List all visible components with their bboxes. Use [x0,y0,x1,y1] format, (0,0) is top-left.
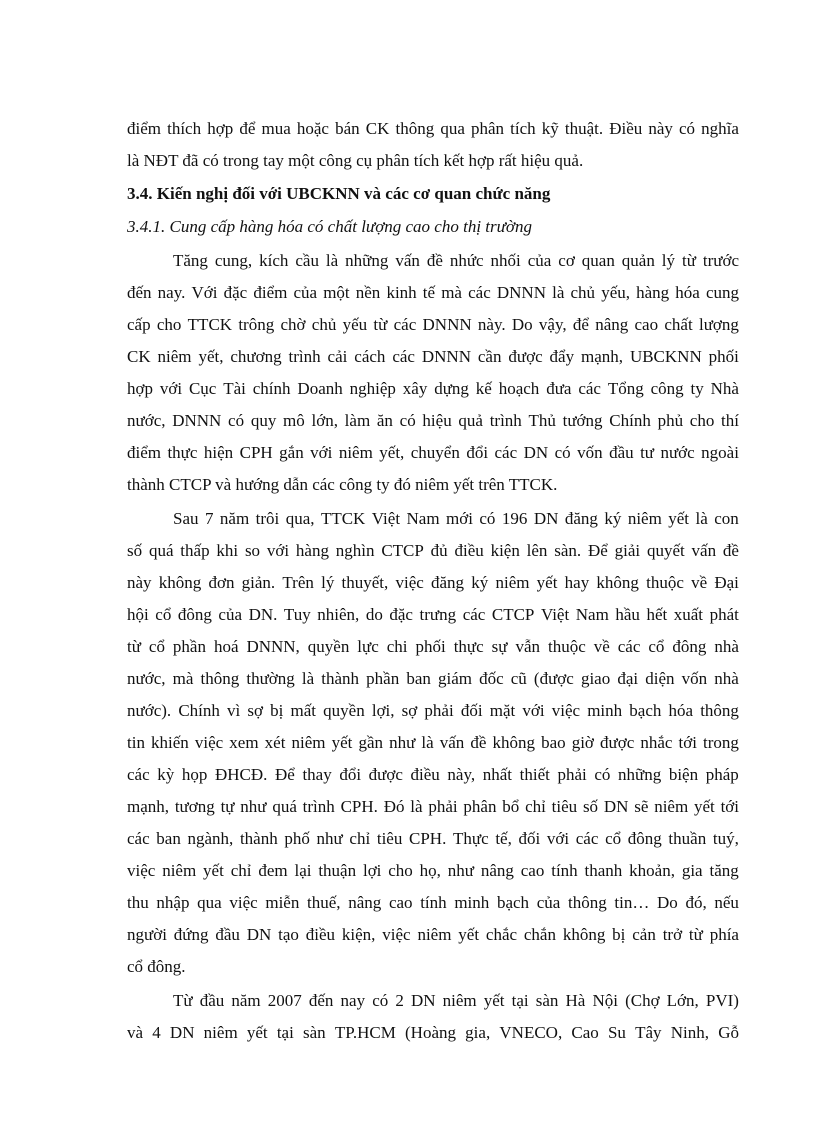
paragraph-3-line: và 4 DN niêm yết tại sàn TP.HCM (Hoàng gia, VNECO, Cao Su Tây Ninh, Gỗ [127,1023,739,1042]
paragraph-1-line: Tăng cung, kích cầu là những vấn đề nhức nhối của cơ quan quản lý từ trước [173,251,739,270]
body-line: là NĐT đã có trong tay một công cụ phân tích kết hợp rất hiệu quả. [127,151,584,170]
paragraph-2-line: các kỳ họp ĐHCĐ. Để thay đổi được điều này, nhất thiết phải có những biện pháp [127,765,739,784]
paragraph-2-line: Sau 7 năm trôi qua, TTCK Việt Nam mới có 196 DN đăng ký niêm yết là con [173,509,739,528]
paragraph-2-line: nước). Chính vì sợ bị mất quyền lợi, sợ phải đối mặt với việc minh bạch hóa thông [127,701,739,720]
paragraph-1-line: hợp với Cục Tài chính Doanh nghiệp xây dựng kế hoạch đưa các Tổng công ty Nhà [127,379,739,398]
section-heading: 3.4. Kiến nghị đối với UBCKNN và các cơ quan chức năng [127,184,551,203]
paragraph-1-line: cấp cho TTCK trông chờ chủ yếu từ các DNNN này. Do vậy, để nâng cao chất lượng [127,315,739,334]
paragraph-2-line: từ cổ phần hoá DNNN, quyền lực chi phối thực sự vẫn thuộc về các cổ đông nhà [127,637,739,656]
paragraph-1-line: điểm thực hiện CPH gắn với niêm yết, chuyển đổi các DN có vốn đầu tư nước ngoài [127,443,739,462]
paragraph-3-line: Từ đầu năm 2007 đến nay có 2 DN niêm yết tại sàn Hà Nội (Chợ Lớn, PVI) [173,991,739,1010]
body-line: điểm thích hợp để mua hoặc bán CK thông qua phân tích kỹ thuật. Điều này có nghĩa [127,119,739,138]
paragraph-2-line: mạnh, tương tự như quá trình CPH. Đó là phải phân bổ chỉ tiêu số DN sẽ niêm yết tới [127,797,739,816]
paragraph-1-line: đến nay. Với đặc điểm của một nền kinh tế mà các DNNN là chủ yếu, hàng hóa cung [127,283,739,302]
paragraph-2-line: tin khiến việc xem xét niêm yết gần như là vấn đề không bao giờ được nhắc tới trong [127,733,739,752]
paragraph-1-line: thành CTCP và hướng dẫn các công ty đó niêm yết trên TTCK. [127,475,558,494]
paragraph-2-line: nước, mà thông thường là thành phần ban giám đốc cũ (được giao đại diện vốn nhà [127,669,739,688]
paragraph-1-line: CK niêm yết, chương trình cải cách các DNNN cần được đẩy mạnh, UBCKNN phối [127,347,739,366]
paragraph-2-line: này không đơn giản. Trên lý thuyết, việc đăng ký niêm yết hay không thuộc về Đại [127,573,739,592]
paragraph-2-line: việc niêm yết chỉ đem lại thuận lợi cho họ, như nâng cao tính thanh khoản, gia tăng [127,861,739,880]
paragraph-2-line: các ban ngành, thành phố như chỉ tiêu CPH. Thực tế, đối với các cổ đông thuần tuý, [127,829,739,848]
paragraph-2-line: hội cổ đông của DN. Tuy nhiên, do đặc trưng các CTCP Việt Nam hầu hết xuất phát [127,605,739,624]
subsection-heading: 3.4.1. Cung cấp hàng hóa có chất lượng cao cho thị trường [127,217,532,236]
paragraph-2-line: cổ đông. [127,957,186,976]
paragraph-2-line: số quá thấp khi so với hàng nghìn CTCP đủ điều kiện lên sàn. Để giải quyết vấn đề [127,541,739,560]
paragraph-2-line: người đứng đầu DN tạo điều kiện, việc niêm yết chắc chắn không bị cản trở từ phía [127,925,739,944]
paragraph-2-line: thu nhập qua việc miễn thuế, nâng cao tính minh bạch của thông tin… Do đó, nếu [127,893,739,912]
paragraph-1-line: nước, DNNN có quy mô lớn, làm ăn có hiệu quả trình Thủ tướng Chính phủ cho thí [127,411,739,430]
